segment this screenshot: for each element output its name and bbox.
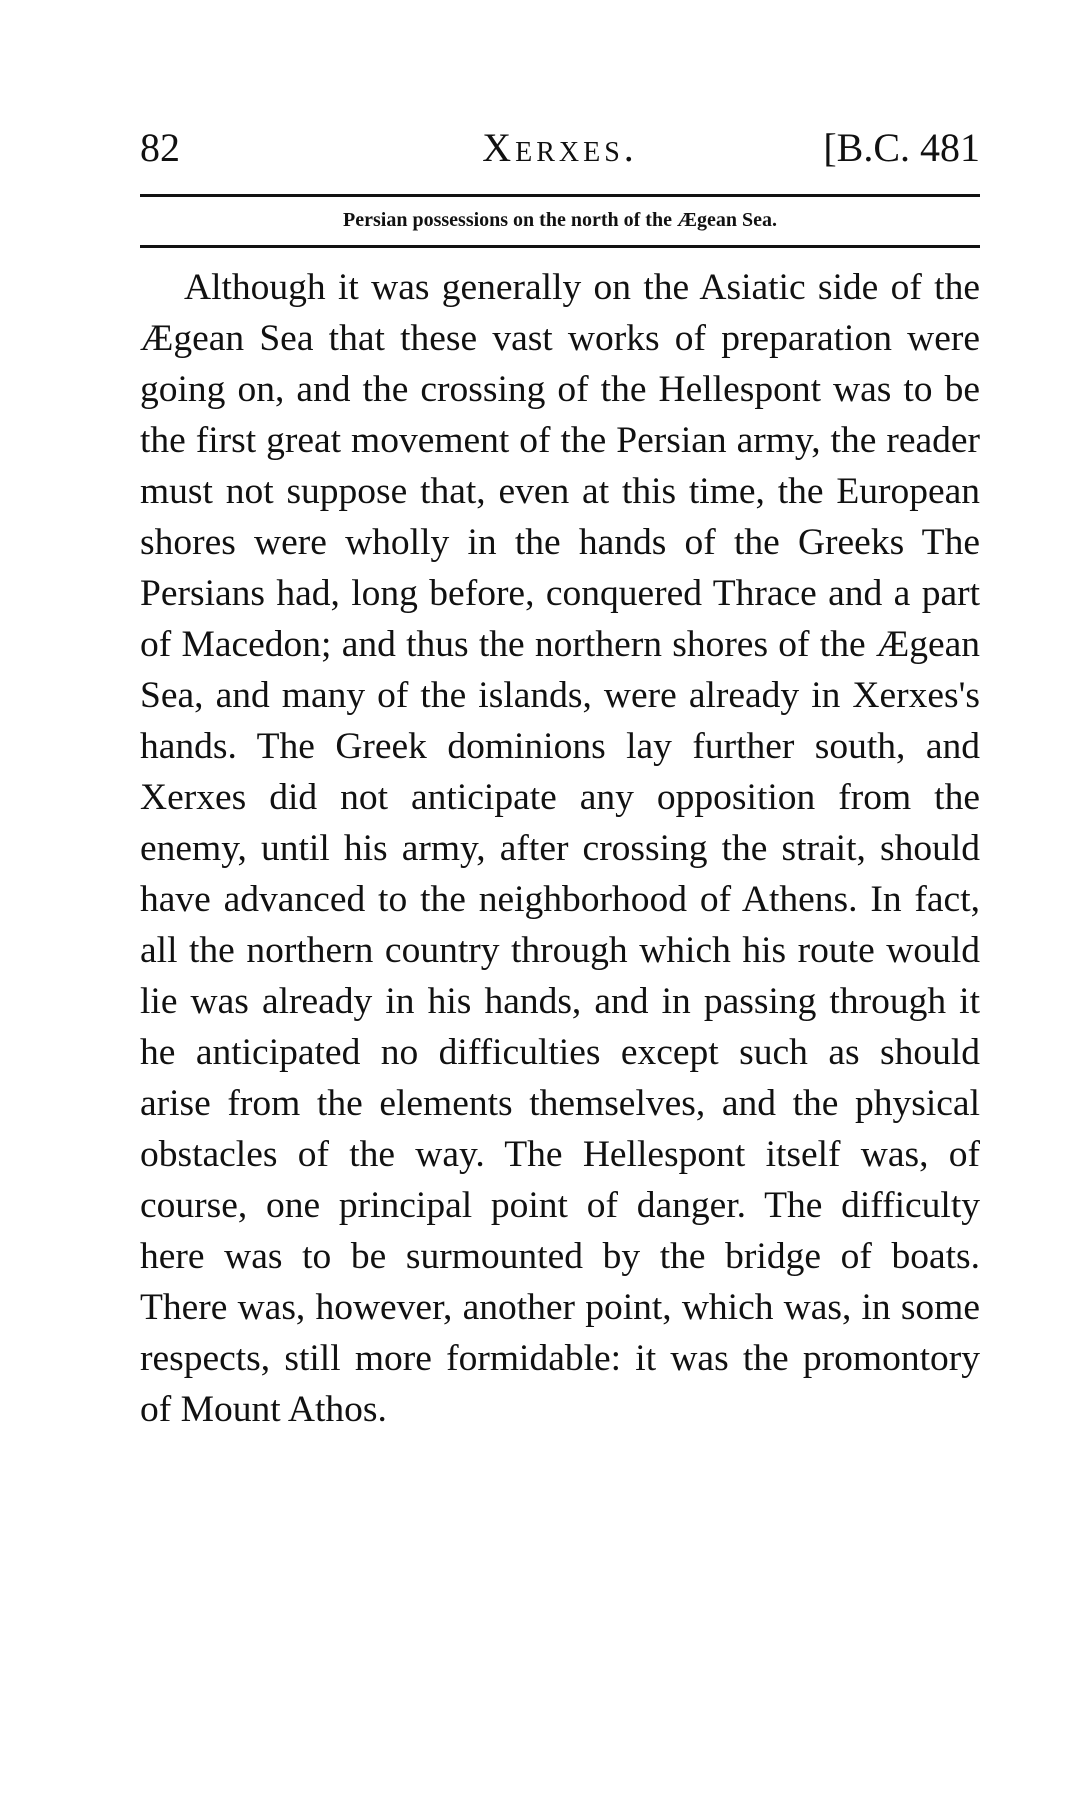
section-subheading: Persian possessions on the north of the Ægean Sea. [343, 209, 777, 231]
subheading-rule [140, 245, 980, 248]
running-title: Xerxes. [482, 125, 638, 170]
body-paragraph: Although it was generally on the Asiatic side of the Ægean Sea that these vast works of preparation were going on, and the crossing of the Hellespont was to be the first great movement of the Persian army, the reader must not suppose that, even at this time, the European shores were wholly in the hands of the Greeks The Persians had, long before, conquered Thrace and a part of Macedon; and thus the northern shores of the Ægean Sea, and many of the islands, were already in Xerxes's hands. The Greek dominions lay further south, and Xerxes did not anticipate any opposition from the enemy, until his army, after crossing the strait, should have advanced to the neighborhood of Athens. In fact, all the northern country through which his route would lie was already in his hands, and in passing through it he anticipated no difficulties except such as should arise from the elements themselves, and the physical obstacles of the way. The Hellespont itself was, of course, one principal point of danger. The difficulty here was to be surmounted by the bridge of boats. There was, however, another point, which was, in some respects, still more formidable: it was the promontory of Mount Athos. [140, 267, 980, 1430]
date-marker: [B.C. 481 [823, 125, 980, 170]
page-number: 82 [140, 125, 180, 170]
page-header [140, 122, 980, 174]
header-rule [140, 194, 980, 197]
book-page [140, 0, 980, 1797]
